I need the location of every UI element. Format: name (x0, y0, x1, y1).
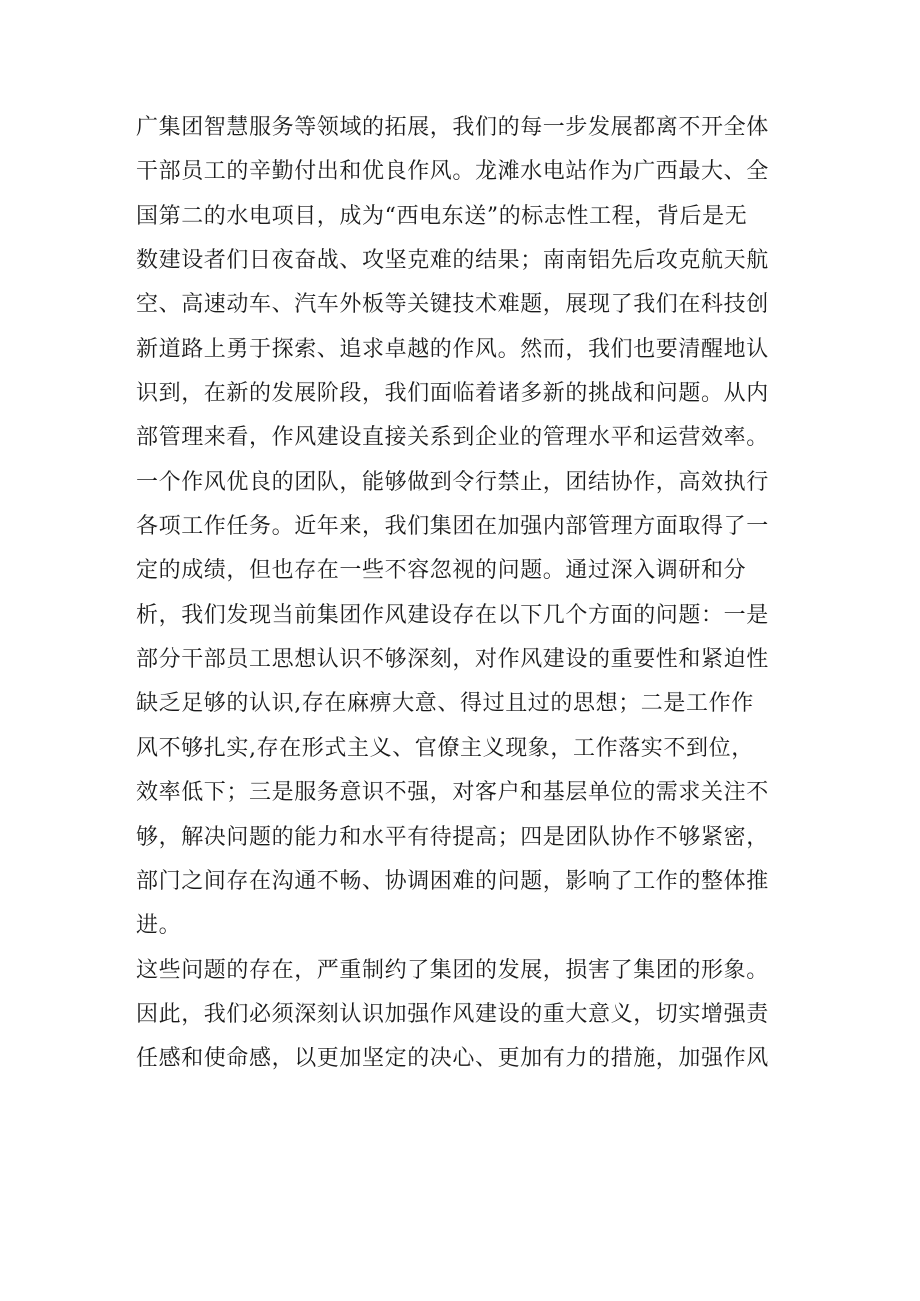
text-line-5: 空、高速动车、汽车外板等关键技术难题，展现了我们在科技创 (136, 292, 769, 318)
text-line-8: 部管理来看，作风建设直接关系到企业的管理水平和运营效率。 (136, 425, 769, 451)
text-line-3: 国第二的水电项目，成为“西电东送”的标志性工程，背后是无 (136, 203, 748, 229)
text-line-7: 识到，在新的发展阶段，我们面临着诸多新的挑战和问题。从内 (136, 381, 769, 407)
text-line-10: 各项工作任务。近年来，我们集团在加强内部管理方面取得了一 (136, 514, 769, 540)
text-line-17: 够，解决问题的能力和水平有待提高；四是团队协作不够紧密， (136, 824, 769, 850)
text-line-2: 干部员工的辛勤付出和优良作风。龙滩水电站作为广西最大、全 (136, 159, 769, 185)
text-line-22: 任感和使命感，以更加坚定的决心、更加有力的措施，加强作风 (136, 1046, 769, 1072)
text-line-19: 进。 (136, 913, 182, 939)
text-line-6: 新道路上勇于探索、追求卓越的作风。然而，我们也要清醒地认 (136, 336, 769, 362)
text-line-1: 广集团智慧服务等领域的拓展，我们的每一步发展都离不开全体 (136, 115, 769, 140)
body-text (136, 106, 788, 1082)
text-line-9: 一个作风优良的团队，能够做到令行禁止，团结协作，高效执行 (136, 469, 769, 495)
text-line-15: 风不够扎实,存在形式主义、官僚主义现象，工作落实不到位， (136, 735, 754, 761)
text-line-13: 部分干部员工思想认识不够深刻，对作风建设的重要性和紧迫性 (136, 647, 769, 673)
text-line-12: 析，我们发现当前集团作风建设存在以下几个方面的问题：一是 (136, 602, 769, 628)
text-line-20: 这些问题的存在，严重制约了集团的发展，损害了集团的形象。 (136, 957, 769, 983)
text-line-14: 缺乏足够的认识,存在麻痹大意、得过且过的思想；二是工作作 (136, 691, 754, 717)
text-line-21: 因此，我们必须深刻认识加强作风建设的重大意义，切实增强责 (136, 1001, 769, 1027)
text-line-4: 数建设者们日夜奋战、攻坚克难的结果；南南铝先后攻克航天航 (136, 248, 769, 274)
text-line-16: 效率低下；三是服务意识不强，对客户和基层单位的需求关注不 (136, 780, 769, 806)
text-line-18: 部门之间存在沟通不畅、协调困难的问题，影响了工作的整体推 (136, 868, 769, 894)
text-line-11: 定的成绩，但也存在一些不容忽视的问题。通过深入调研和分 (136, 558, 747, 584)
